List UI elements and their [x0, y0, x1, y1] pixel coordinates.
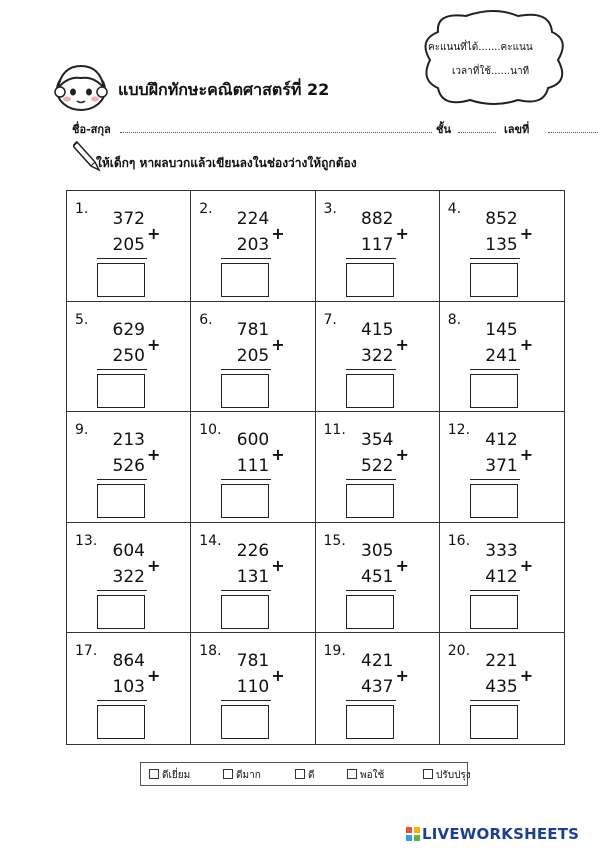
addend-top: 852: [485, 209, 518, 229]
sum-line: [221, 700, 271, 701]
answer-box[interactable]: [346, 705, 394, 739]
checkbox-icon[interactable]: [223, 769, 233, 779]
addend-bottom: 117: [361, 235, 394, 255]
addend-top: 333: [485, 540, 518, 561]
addend-top: 781: [236, 651, 270, 672]
sum-line: [97, 590, 147, 591]
problem-cell: [316, 412, 440, 523]
checkbox-icon[interactable]: [423, 769, 433, 779]
plus-sign: +: [147, 224, 161, 243]
problem-number: 16.: [447, 532, 471, 549]
addend-bottom: 135: [485, 235, 518, 255]
checkbox-icon[interactable]: [347, 769, 357, 779]
sum-line: [221, 590, 271, 591]
problem-number: 18.: [199, 643, 222, 660]
sum-line: [470, 700, 520, 701]
eval-option-good[interactable]: ดี: [295, 768, 315, 783]
problem-number: 1.: [75, 201, 89, 217]
sum-line: [346, 369, 396, 370]
answer-box[interactable]: [97, 484, 145, 518]
addend-top: 354: [361, 430, 394, 451]
addend-bottom: 205: [112, 235, 145, 255]
addend-top: 421: [361, 651, 394, 672]
addend-top: 864: [112, 651, 145, 672]
answer-box[interactable]: [97, 263, 145, 297]
score-field[interactable]: คะแนนที่ได้.......คะแนน: [428, 42, 533, 53]
number-field[interactable]: [548, 120, 598, 133]
addend-bottom: 522: [361, 456, 394, 477]
sum-line: [97, 369, 147, 370]
problem-cell: [440, 633, 564, 744]
addend-top: 226: [236, 540, 270, 561]
problem-cell: [67, 412, 191, 523]
answer-box[interactable]: [221, 374, 269, 408]
liveworksheets-logo-icon: [406, 827, 420, 841]
score-cloud-frame: [418, 10, 570, 108]
plus-sign: +: [395, 666, 409, 686]
sum-line: [97, 700, 147, 701]
plus-sign: +: [395, 224, 409, 243]
addend-top: 781: [236, 319, 270, 340]
problem-number: 4.: [447, 201, 462, 217]
sum-line: [221, 369, 271, 370]
addend-top: 213: [112, 430, 145, 451]
addend-bottom: 250: [112, 345, 145, 366]
plus-sign: +: [271, 445, 285, 465]
addend-bottom: 526: [112, 456, 145, 477]
problem-cell: [191, 412, 315, 523]
answer-box[interactable]: [97, 595, 145, 629]
addend-bottom: 435: [485, 677, 518, 698]
answer-box[interactable]: [97, 705, 145, 739]
problem-cell: [191, 633, 315, 744]
problem-number: 2.: [199, 201, 213, 217]
problem-cell: [67, 633, 191, 744]
addend-bottom: 437: [361, 677, 394, 698]
eval-option-improve[interactable]: ปรับปรุง: [423, 768, 471, 783]
sum-line: [470, 258, 520, 259]
problem-grid: [66, 190, 565, 745]
plus-sign: +: [519, 224, 534, 243]
page-title: แบบฝึกทักษะคณิตศาสตร์ที่ 22: [118, 80, 330, 99]
problem-number: 14.: [199, 532, 222, 549]
addend-bottom: 111: [236, 456, 270, 477]
plus-sign: +: [147, 334, 161, 354]
addend-bottom: 241: [485, 345, 518, 366]
addend-bottom: 203: [236, 235, 270, 255]
problem-number: 19.: [323, 643, 346, 660]
addend-bottom: 103: [112, 677, 145, 698]
sum-line: [346, 590, 396, 591]
checkbox-icon[interactable]: [149, 769, 159, 779]
plus-sign: +: [395, 555, 409, 575]
problem-number: 11.: [323, 422, 346, 439]
addend-bottom: 205: [236, 345, 270, 366]
sum-line: [346, 258, 396, 259]
answer-box[interactable]: [346, 595, 394, 629]
problem-number: 6.: [199, 311, 213, 328]
plus-sign: +: [395, 445, 409, 465]
problem-number: 17.: [75, 643, 98, 660]
plus-sign: +: [147, 666, 161, 686]
plus-sign: +: [519, 666, 534, 686]
problem-number: 10.: [199, 422, 222, 439]
sum-line: [346, 479, 396, 480]
sum-line: [97, 258, 147, 259]
problem-cell: [316, 633, 440, 744]
eval-option-excellent[interactable]: ดีเยี่ยม: [149, 768, 190, 783]
addend-bottom: 322: [361, 345, 394, 366]
sum-line: [346, 700, 396, 701]
problem-cell: [191, 523, 315, 634]
problem-cell: [316, 523, 440, 634]
answer-box[interactable]: [221, 595, 269, 629]
problem-number: 20.: [447, 643, 471, 660]
addend-top: 412: [485, 430, 518, 451]
problem-number: 3.: [323, 201, 337, 217]
addend-bottom: 371: [485, 456, 518, 477]
checkbox-icon[interactable]: [295, 769, 305, 779]
number-label: เลขที่: [504, 123, 530, 136]
addend-top: 415: [361, 319, 394, 340]
plus-sign: +: [147, 555, 161, 575]
addend-top: 305: [361, 540, 394, 561]
addend-top: 629: [112, 319, 145, 340]
addend-top: 604: [112, 540, 145, 561]
addend-top: 224: [236, 209, 270, 229]
time-field[interactable]: เวลาที่ใช้......นาที: [452, 66, 530, 77]
problem-number: 9.: [75, 422, 89, 439]
problem-cell: [440, 523, 564, 634]
answer-box[interactable]: [221, 484, 269, 518]
problem-number: 7.: [323, 311, 337, 328]
name-field[interactable]: [120, 120, 432, 133]
plus-sign: +: [147, 445, 161, 465]
answer-box[interactable]: [346, 484, 394, 518]
problem-number: 15.: [323, 532, 346, 549]
problem-cell: [67, 191, 191, 302]
girl-mascot-icon: [50, 58, 112, 114]
problem-number: 8.: [447, 311, 462, 328]
problem-cell: [316, 191, 440, 302]
plus-sign: +: [271, 666, 285, 686]
answer-box[interactable]: [470, 595, 518, 629]
eval-option-fair[interactable]: พอใช้: [347, 768, 384, 783]
evaluation-row: [140, 762, 471, 786]
sum-line: [97, 479, 147, 480]
plus-sign: +: [271, 224, 285, 243]
eval-option-very-good[interactable]: ดีมาก: [223, 768, 261, 783]
sum-line: [470, 479, 520, 480]
plus-sign: +: [271, 334, 285, 354]
problem-cell: [191, 302, 315, 413]
liveworksheets-logo[interactable]: LIVEWORKSHEETS: [406, 825, 579, 843]
addend-top: 145: [485, 319, 518, 340]
addend-top: 221: [485, 651, 518, 672]
problem-cell: [191, 191, 315, 302]
student-info-row: [72, 120, 532, 138]
addend-bottom: 110: [236, 677, 270, 698]
answer-box[interactable]: [346, 263, 394, 297]
addend-top: 882: [361, 209, 394, 229]
answer-box[interactable]: [97, 374, 145, 408]
problem-number: 5.: [75, 311, 89, 328]
plus-sign: +: [519, 445, 534, 465]
problem-cell: [440, 412, 564, 523]
addend-bottom: 451: [361, 566, 394, 587]
class-label: ชั้น: [436, 123, 451, 136]
problem-number: 13.: [75, 532, 98, 549]
addend-top: 600: [236, 430, 270, 451]
answer-box[interactable]: [346, 374, 394, 408]
sum-line: [470, 590, 520, 591]
sum-line: [470, 369, 520, 370]
problem-cell: [67, 302, 191, 413]
class-field[interactable]: [458, 120, 496, 133]
problem-cell: [67, 523, 191, 634]
answer-box[interactable]: [221, 263, 269, 297]
problem-cell: [440, 191, 564, 302]
addend-bottom: 322: [112, 566, 145, 587]
plus-sign: +: [519, 555, 534, 575]
sum-line: [221, 258, 271, 259]
plus-sign: +: [395, 334, 409, 354]
addend-bottom: 131: [236, 566, 270, 587]
answer-box[interactable]: [470, 374, 518, 408]
addend-bottom: 412: [485, 566, 518, 587]
plus-sign: +: [519, 334, 534, 354]
answer-box[interactable]: [470, 705, 518, 739]
answer-box[interactable]: [470, 484, 518, 518]
answer-box[interactable]: [221, 705, 269, 739]
problem-number: 12.: [447, 422, 471, 439]
instruction-text: ให้เด็กๆ หาผลบวกแล้วเขียนลงในช่องว่างให้ถูกต้อง: [96, 156, 357, 170]
problem-cell: [440, 302, 564, 413]
addend-top: 372: [112, 209, 145, 229]
sum-line: [221, 479, 271, 480]
plus-sign: +: [271, 555, 285, 575]
problem-cell: [316, 302, 440, 413]
name-label: ชื่อ-สกุล: [72, 123, 111, 136]
answer-box[interactable]: [470, 263, 518, 297]
